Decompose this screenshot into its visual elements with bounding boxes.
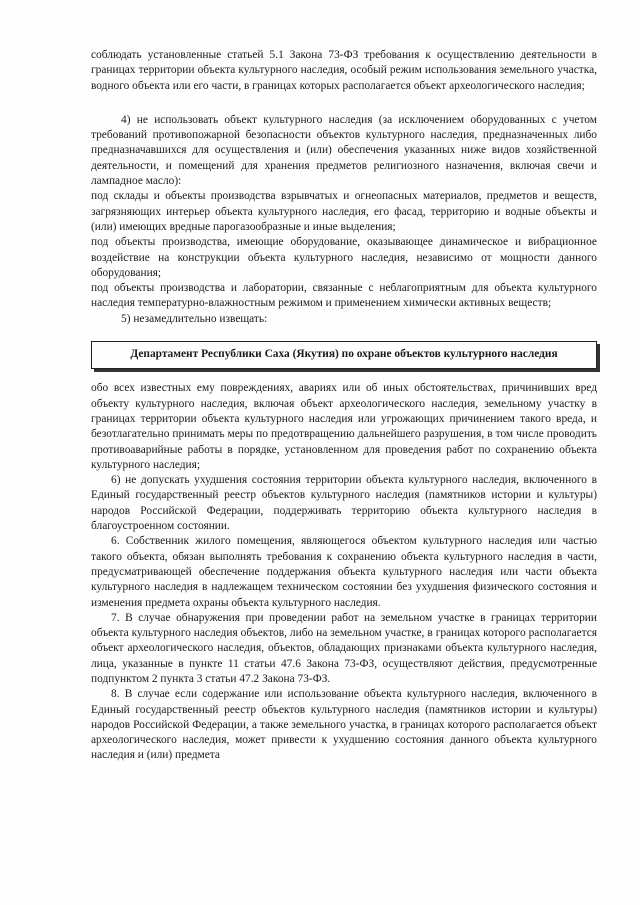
paragraph-warehouses: под склады и объекты производства взрывчатых и огнеопасных материалов, предметов и веществ, загрязняющих интерьер объекта культурного наследия, его фасад, территорию и водные объекты и (или) имеющих вредные парогазообразные и иные выделения; [91,190,597,233]
paragraph-continuation: соблюдать установленные статьей 5.1 Закона 73-ФЗ требования к осуществлению деятельности в границах территории объекта культурного наследия, особый режим использования земельного участка, водного объекта или его части, в границах которых располагается объект археологического наследия; [91,49,597,92]
paragraph-section-8: 8. В случае если содержание или использование объекта культурного наследия, включенного в Единый государственный реестр объектов культурного наследия (памятников истории и культуры) народов Российской Федерации, а также земельного участка, в границах которого располагается объект археологического наследия, может привести к ухудшению состояния данного объекта культурного наследия и (или) предмета [91,688,597,762]
paragraph-damages: обо всех известных ему повреждениях, авариях или об иных обстоятельствах, причинивших вред объекту культурного наследия, включая объект археологического наследия, земельному участку в границах территории объекта культурного наследия или угрожающих причинением такого вреда, и безотлагательно принимать меры по предотвращению дальнейшего разрушения, в том числе проводить противоаварийные работы в порядке, установленном для проведения работ по сохранению объекта культурного наследия; [91,382,597,471]
paragraph-item-5: 5) незамедлительно извещать: [121,312,268,325]
paragraph-laboratories: под объекты производства и лаборатории, связанные с неблагоприятным для объекта культурного наследия температурно-влажностным режимом и применением химически активных веществ; [91,282,597,310]
document-body [91,48,597,764]
paragraph-section-7: 7. В случае обнаружения при проведении работ на земельном участке в границах территории объекта культурного наследия объектов, либо на земельном участке, в границах которого располагается объект археологического наследия, объектов, обладающих признаками объекта культурного наследия, лица, указанные в пункте 11 статьи 47.6 Закона 73-ФЗ, осуществляют действия, предусмотренные подпунктом 2 пункта 3 статьи 47.2 Закона 73-ФЗ. [91,611,597,685]
department-header-box: Департамент Республики Саха (Якутия) по охране объектов культурного наследия [91,341,597,369]
paragraph-item-6: 6) не допускать ухудшения состояния территории объекта культурного наследия, включенного в Единый государственный реестр объектов культурного наследия (памятников истории и культуры) народов Российской Федерации, поддерживать территорию объекта культурного наследия в благоустроенном состоянии. [91,474,597,533]
paragraph-item-4: 4) не использовать объект культурного наследия (за исключением оборудованных с учетом требований противопожарной безопасности объектов культурного наследия, предназначенных либо предназначавшихся для осуществления и (или) обеспечения указанных ниже видов хозяйственной деятельности, и помещений для хранения предметов религиозного назначения, включая свечи и лампадное масло): [91,113,597,188]
paragraph-vibration: под объекты производства, имеющие оборудование, оказывающее динамическое и вибрационное воздействие на конструкции объекта культурного наследия, независимо от мощности данного оборудования; [91,236,597,279]
paragraph-section-6: 6. Собственник жилого помещения, являющегося объектом культурного наследия или частью такого объекта, обязан выполнять требования к сохранению объекта культурного наследия в части, предусматривающей обеспечение поддержания объекта культурного наследия или части объекта культурного наследия в надлежащем техническом состоянии без ухудшения физического состояния и изменения предмета охраны объекта культурного наследия. [91,535,597,609]
